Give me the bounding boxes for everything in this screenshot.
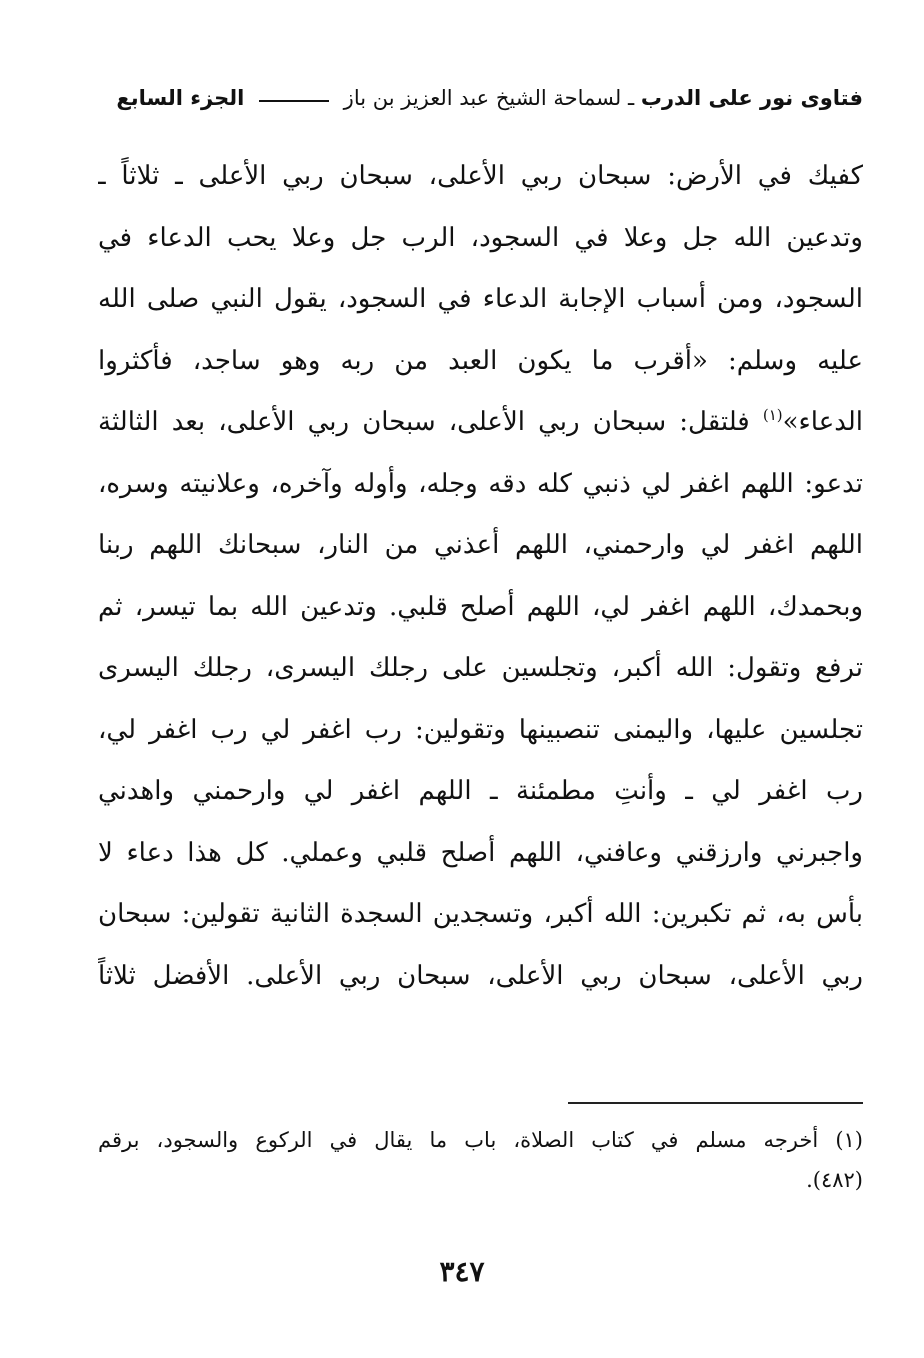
text-line: وبحمدك، اللهم اغفر لي، اللهم أصلح قلبي. وتدعين الله بما تيسر، ثم: [98, 591, 863, 622]
text-line: اللهم اغفر لي وارحمني، اللهم أعذني من النار، سبحانك اللهم ربنا: [98, 530, 863, 560]
main-text: [98, 146, 863, 1007]
line-rest: فلتقل: سبحان ربي الأعلى، سبحان ربي الأعلى، بعد الثالثة: [98, 407, 750, 437]
text-line: السجود، ومن أسباب الإجابة الدعاء في السجود، يقول النبي صلى الله: [98, 284, 863, 314]
running-header: [98, 78, 863, 118]
text-line: كفيك في الأرض: سبحان ربي الأعلى، سبحان ربي الأعلى ـ ثلاثاً ـ: [98, 161, 863, 191]
line-start: الدعاء»: [782, 407, 863, 437]
footnote-marker: (١): [762, 406, 783, 424]
page-number: ٣٤٧: [439, 1255, 485, 1288]
text-line: تدعو: اللهم اغفر لي ذنبي كله دقه وجله، وأوله وآخره، وعلانيته وسره،: [98, 468, 863, 499]
text-line: ربي الأعلى، سبحان ربي الأعلى، سبحان ربي الأعلى. الأفضل ثلاثاً: [98, 960, 863, 991]
text-line: تجلسين عليها، واليمنى تنصبينها وتقولين: رب اغفر لي رب اغفر لي،: [98, 714, 863, 745]
text-line-with-footnote: [98, 392, 863, 454]
book-title: فتاوى نور على الدرب: [640, 86, 863, 110]
text-line: بأس به، ثم تكبرين: الله أكبر، وتسجدين السجدة الثانية تقولين: سبحان: [98, 899, 863, 929]
header-rule: [259, 100, 329, 102]
footnote: [98, 1120, 863, 1200]
footnote-separator: [568, 1102, 863, 1104]
footnote-line: (٤٨٢).: [806, 1168, 863, 1192]
header-dash: ـ: [628, 86, 635, 110]
text-line: رب اغفر لي ـ وأنتِ مطمئنة ـ اللهم اغفر لي وارحمني واهدني: [98, 776, 863, 806]
text-line: ترفع وتقول: الله أكبر، وتجلسين على رجلك اليسرى، رجلك اليسرى: [98, 653, 863, 683]
text-line: واجبرني وارزقني وعافني، اللهم أصلح قلبي وعملي. كل هذا دعاء لا: [98, 837, 863, 868]
text-line: عليه وسلم: «أقرب ما يكون العبد من ربه وهو ساجد، فأكثروا: [98, 345, 863, 376]
author-name: لسماحة الشيخ عبد العزيز بن باز: [343, 86, 622, 110]
footnote-line: (١) أخرجه مسلم في كتاب الصلاة، باب ما يقال في الركوع والسجود، برقم: [98, 1128, 863, 1152]
text-line: وتدعين الله جل وعلا في السجود، الرب جل وعلا يحب الدعاء في: [98, 222, 863, 253]
volume-label: الجزء السابع: [116, 86, 245, 110]
